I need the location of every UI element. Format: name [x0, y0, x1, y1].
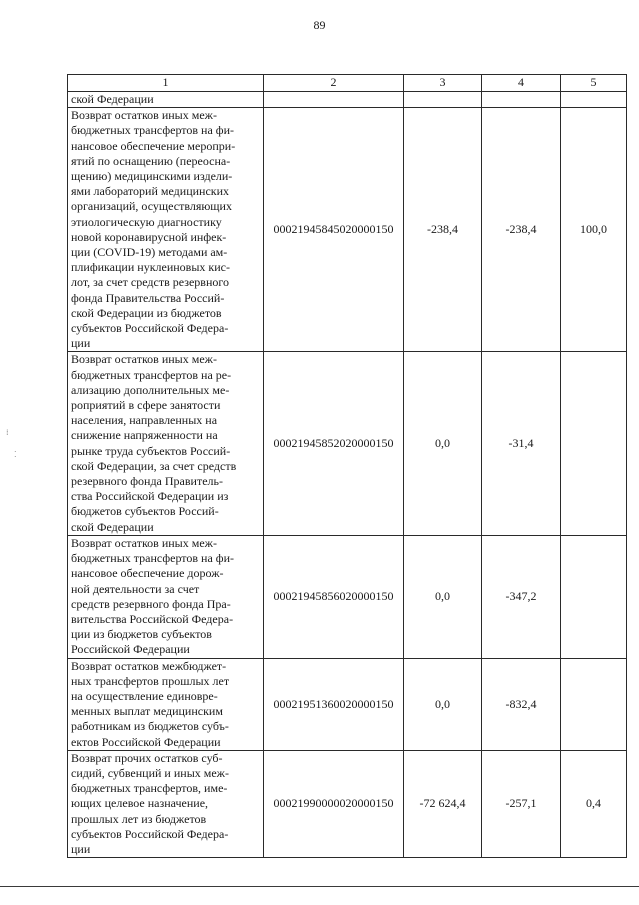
- description-line: на осуществление единовре-: [71, 688, 218, 703]
- description-line: рынке труда субъектов Россий-: [71, 443, 231, 458]
- budget-code-cell: 00021945856020000150: [264, 535, 404, 658]
- description-line: ской Федерации: [71, 519, 154, 534]
- table-header-row: [68, 75, 627, 92]
- description-line: ализацию дополнительных ме-: [71, 382, 230, 397]
- description-line: ции: [71, 336, 91, 351]
- budget-code-cell: [264, 92, 404, 108]
- value-col-3-cell: -72 624,4: [404, 750, 482, 857]
- description-line: ции: [71, 841, 91, 856]
- budget-code-cell: 00021990000020000150: [264, 750, 404, 857]
- table-row: [68, 658, 627, 750]
- description-line: бюджетных трансфертов, име-: [71, 781, 228, 796]
- description-line: ской Федерации из бюджетов: [71, 305, 222, 320]
- value-col-4-cell: -257,1: [482, 750, 561, 857]
- value-col-4-cell: -31,4: [482, 352, 561, 535]
- description-line: средств резервного фонда Пра-: [71, 596, 231, 611]
- percent-col-5-cell: [561, 658, 627, 750]
- table-row: [68, 750, 627, 857]
- value-col-3-cell: [404, 92, 482, 108]
- description-line: лот, за счет средств резервного: [71, 275, 230, 290]
- description-line: Возврат прочих остатков суб-: [71, 750, 223, 765]
- column-header-1: 1: [68, 75, 264, 92]
- page-bottom-rule: [0, 886, 639, 887]
- description-line: резервного фонда Правитель-: [71, 474, 223, 489]
- description-line: организаций, осуществляющих: [71, 199, 232, 214]
- description-line: новой коронавирусной инфек-: [71, 229, 227, 244]
- description-line: Возврат остатков межбюджет-: [71, 658, 227, 673]
- table-body: [68, 92, 627, 858]
- description-line: ции (COVID-19) методами ам-: [71, 245, 228, 260]
- description-line: Возврат остатков иных меж-: [71, 352, 217, 367]
- description-line: ных трансфертов прошлых лет: [71, 673, 230, 688]
- description-line: прошлых лет из бюджетов: [71, 811, 207, 826]
- description-line: ции из бюджетов субъектов: [71, 627, 212, 642]
- value-col-3-cell: 0,0: [404, 352, 482, 535]
- table-row: [68, 352, 627, 535]
- value-col-4-cell: -347,2: [482, 535, 561, 658]
- description-line: нансовое обеспечение меропри-: [71, 138, 236, 153]
- description-line: плификации нуклеиновых кис-: [71, 260, 230, 275]
- description-line: ектов Российской Федерации: [71, 734, 221, 749]
- description-line: ями лабораторий медицинских: [71, 184, 230, 199]
- description-line: бюджетных трансфертов на фи-: [71, 551, 235, 566]
- column-header-2: 2: [264, 75, 404, 92]
- description-line: субъектов Российской Федера-: [71, 321, 229, 336]
- description-line: роприятий в сфере занятости: [71, 398, 221, 413]
- value-col-4-cell: -832,4: [482, 658, 561, 750]
- description-line: бюджетных трансфертов на фи-: [71, 123, 235, 138]
- description-line: менных выплат медицинским: [71, 704, 223, 719]
- description-line: снижение напряженности на: [71, 428, 218, 443]
- description-line: нансовое обеспечение дорож-: [71, 566, 224, 581]
- value-col-3-cell: -238,4: [404, 108, 482, 352]
- budget-table: [67, 74, 627, 858]
- value-col-3-cell: 0,0: [404, 658, 482, 750]
- table-row: [68, 535, 627, 658]
- column-header-5: 5: [561, 75, 627, 92]
- description-line: ятий по оснащению (переосна-: [71, 153, 231, 168]
- value-col-4-cell: -238,4: [482, 108, 561, 352]
- budget-code-cell: 00021945852020000150: [264, 352, 404, 535]
- column-header-3: 3: [404, 75, 482, 92]
- description-line: ской Федерации, за счет средств: [71, 458, 237, 473]
- description-line: населения, направленных на: [71, 413, 218, 428]
- description-line: бюджетов субъектов Россий-: [71, 504, 219, 519]
- description-line: Возврат остатков иных меж-: [71, 108, 217, 123]
- percent-col-5-cell: [561, 352, 627, 535]
- value-col-3-cell: 0,0: [404, 535, 482, 658]
- description-line: вительства Российской Федера-: [71, 611, 234, 626]
- table-row: [68, 108, 627, 352]
- budget-code-cell: 00021945845020000150: [264, 108, 404, 352]
- description-line: Возврат остатков иных меж-: [71, 535, 217, 550]
- percent-col-5-cell: [561, 92, 627, 108]
- column-header-4: 4: [482, 75, 561, 92]
- row-description: [68, 750, 264, 857]
- description-line: ной деятельности за счет: [71, 581, 200, 596]
- row-description: [68, 352, 264, 535]
- description-line: ской Федерации: [71, 92, 154, 106]
- description-line: фонда Правительства Россий-: [71, 290, 225, 305]
- description-line: бюджетных трансфертов на ре-: [71, 367, 232, 382]
- description-line: сидий, субвенций и иных меж-: [71, 765, 229, 780]
- row-description: [68, 535, 264, 658]
- percent-col-5-cell: 0,4: [561, 750, 627, 857]
- description-line: работникам из бюджетов субъ-: [71, 719, 229, 734]
- budget-code-cell: 00021951360020000150: [264, 658, 404, 750]
- description-line: ющих целевое назначение,: [71, 796, 209, 811]
- description-line: этиологическую диагностику: [71, 214, 222, 229]
- scan-speck-mark: ⁞: [6, 428, 9, 437]
- table-row: [68, 92, 627, 108]
- value-col-4-cell: [482, 92, 561, 108]
- page-number: 89: [313, 18, 326, 32]
- row-description: [68, 92, 264, 108]
- description-line: щению) медицинскими издели-: [71, 169, 233, 184]
- scan-speck-mark: ⁚: [14, 450, 17, 459]
- percent-col-5-cell: 100,0: [561, 108, 627, 352]
- percent-col-5-cell: [561, 535, 627, 658]
- description-line: Российской Федерации: [71, 642, 190, 657]
- description-line: ства Российской Федерации из: [71, 489, 229, 504]
- row-description: [68, 658, 264, 750]
- row-description: [68, 108, 264, 352]
- description-line: субъектов Российской Федера-: [71, 826, 229, 841]
